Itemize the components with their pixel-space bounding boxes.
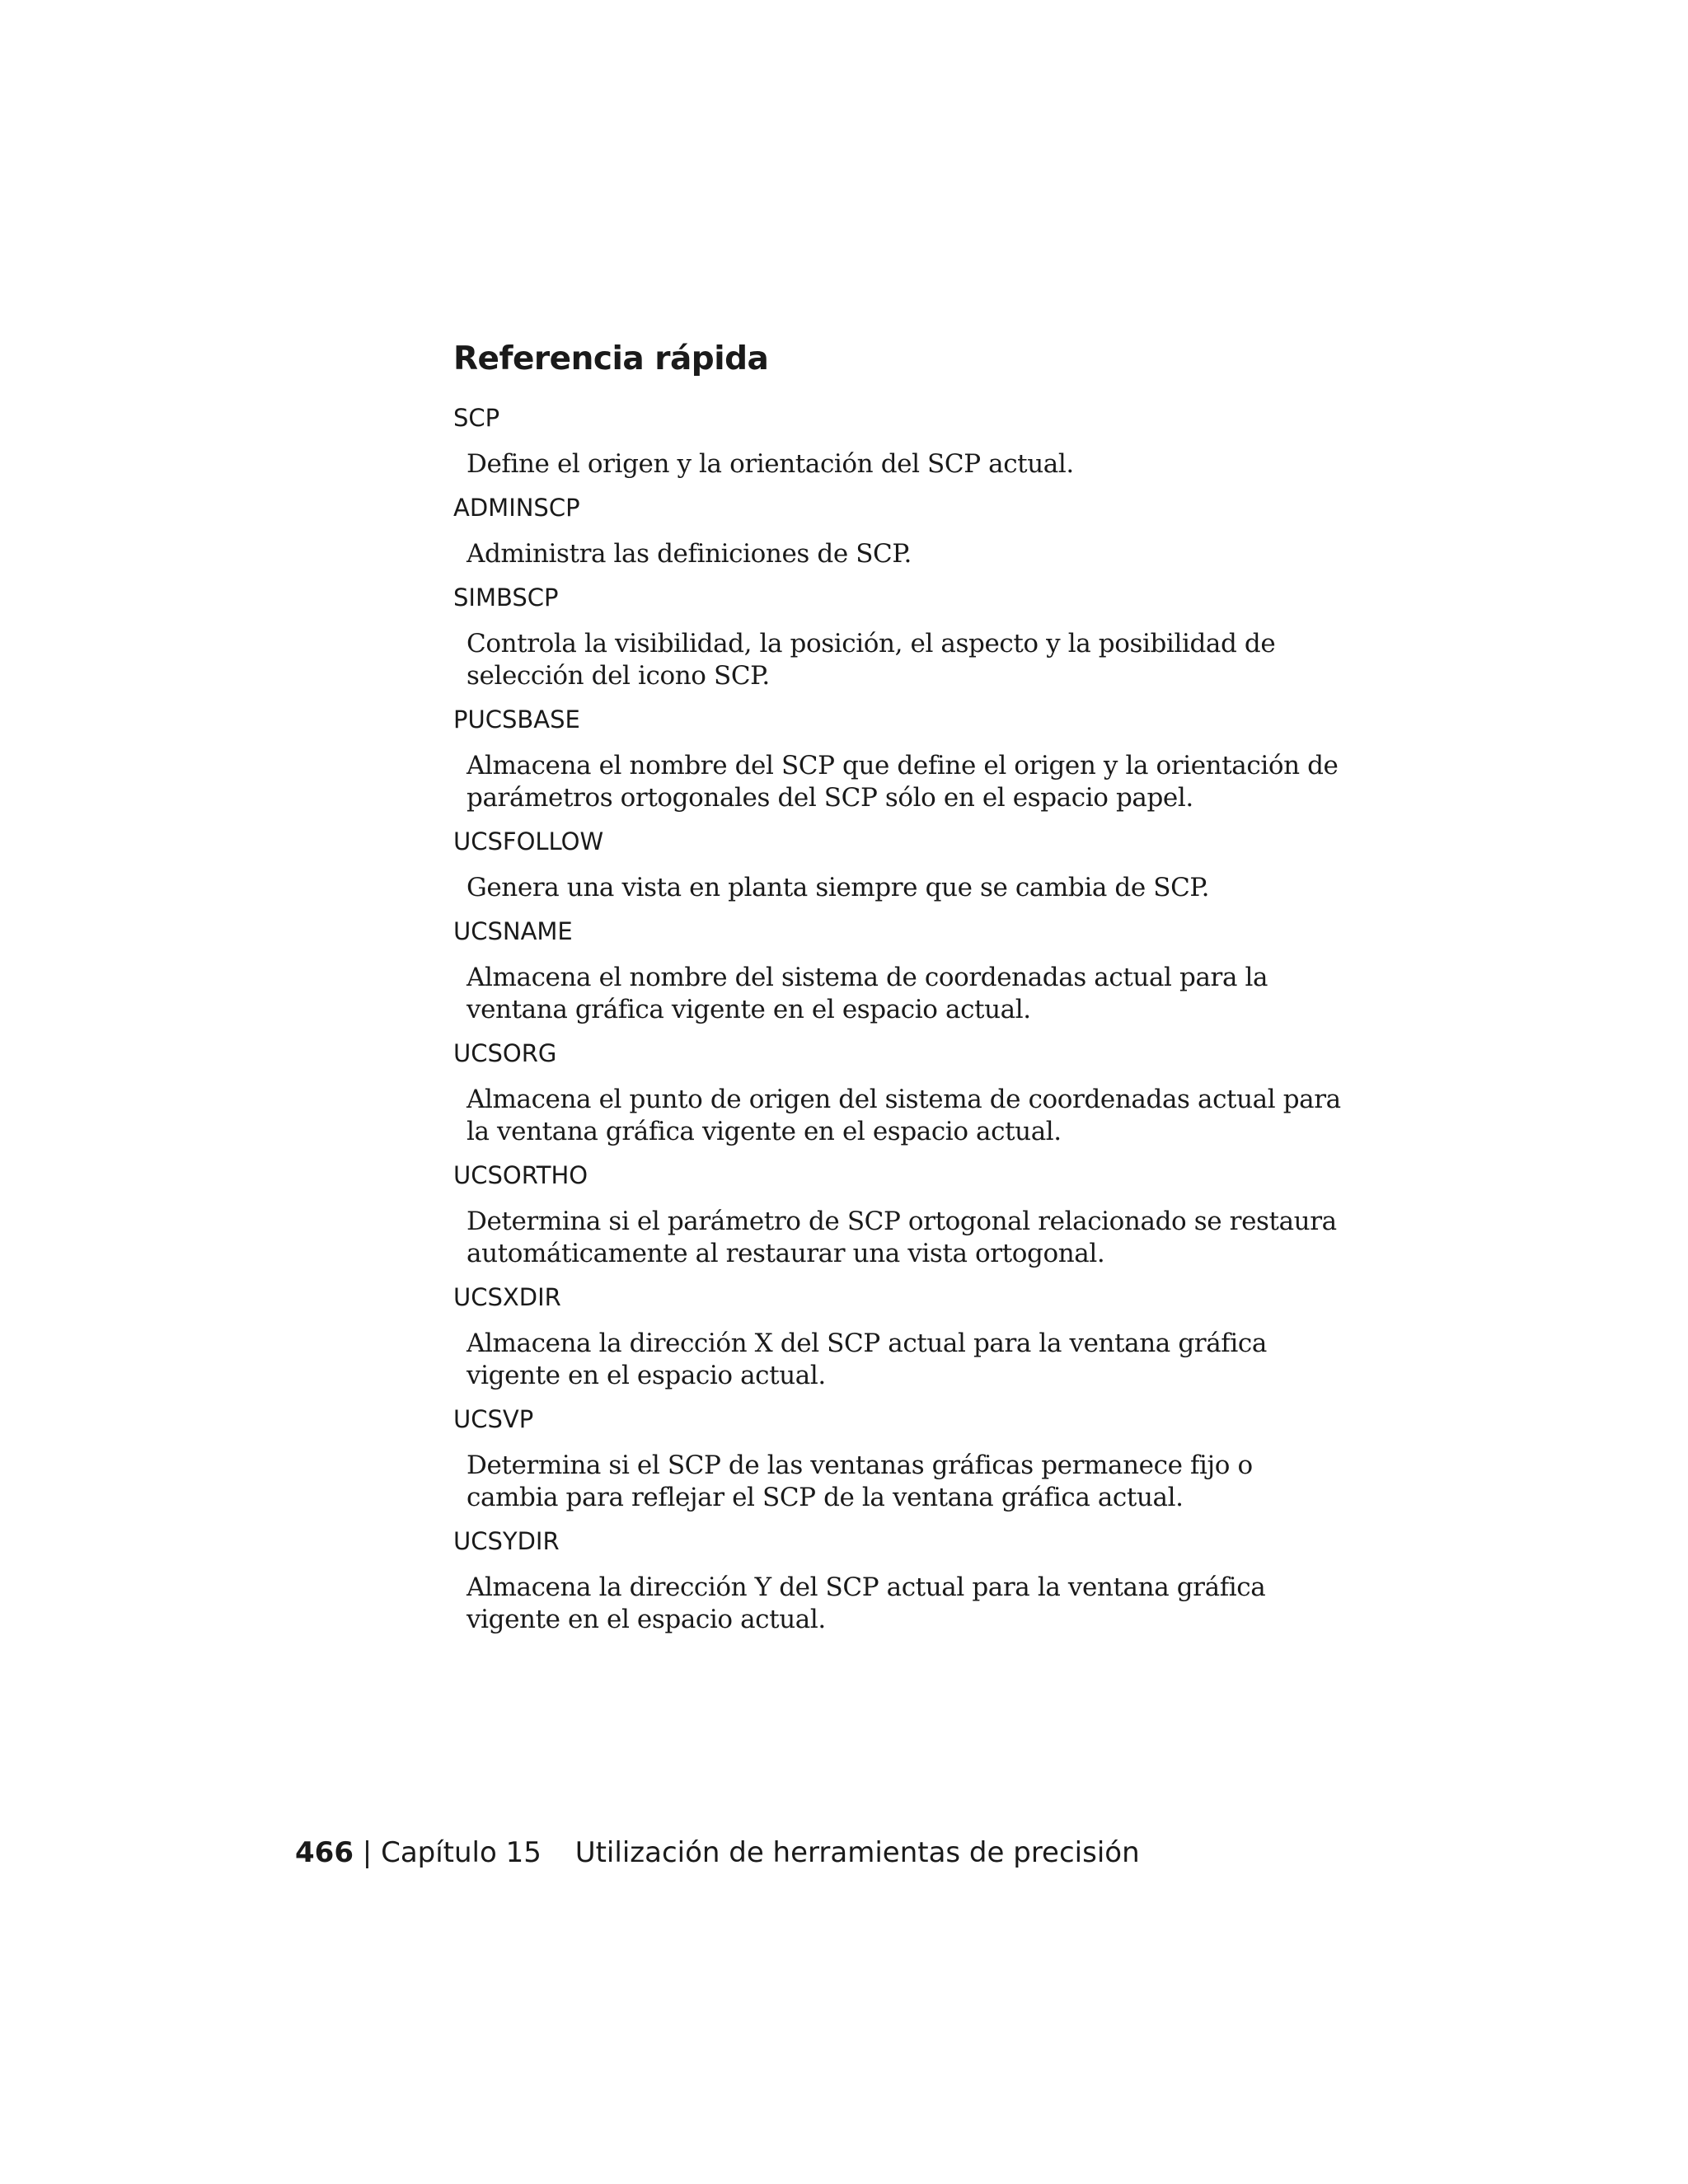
entry-description: Determina si el SCP de las ventanas gráficas permanece fijo o cambia para reflejar el SCP de la ventana gráfica actual.: [467, 1451, 1253, 1512]
entry-term: SIMBSCP: [453, 583, 559, 612]
entry-term: UCSYDIR: [453, 1527, 560, 1555]
reference-entry: [453, 402, 1352, 480]
reference-entry: [453, 704, 1352, 814]
entry-description: Almacena el nombre del sistema de coordenadas actual para la ventana gráfica vigente en el espacio actual.: [467, 963, 1268, 1024]
entry-term: UCSNAME: [453, 917, 573, 945]
reference-entry: [453, 1526, 1352, 1636]
entry-description: Almacena el punto de origen del sistema de coordenadas actual para la ventana gráfica vigente en el espacio actual.: [467, 1085, 1341, 1146]
entry-description: Almacena el nombre del SCP que define el origen y la orientación de parámetros ortogonales del SCP sólo en el espacio papel.: [467, 751, 1339, 813]
entry-term: SCP: [453, 404, 500, 432]
section-title: Referencia rápida: [453, 340, 769, 377]
entry-term: UCSFOLLOW: [453, 827, 604, 855]
entry-term: ADMINSCP: [453, 494, 580, 522]
page-content: [453, 338, 1352, 1647]
reference-entry: [453, 492, 1352, 570]
page-number: 466: [295, 1836, 354, 1869]
chapter-label: Capítulo 15: [381, 1836, 542, 1869]
entry-description: Define el origen y la orientación del SCP actual.: [467, 449, 1074, 479]
reference-entry: [453, 1404, 1352, 1514]
entry-description: Controla la visibilidad, la posición, el aspecto y la posibilidad de selección del icono SCP.: [467, 629, 1276, 691]
entry-description: Almacena la dirección X del SCP actual para la ventana gráfica vigente en el espacio actual.: [467, 1329, 1267, 1390]
entry-term: PUCSBASE: [453, 705, 580, 733]
entry-description: Genera una vista en planta siempre que se cambia de SCP.: [467, 873, 1210, 902]
entry-description: Almacena la dirección Y del SCP actual para la ventana gráfica vigente en el espacio actual.: [467, 1572, 1266, 1634]
reference-entry: [453, 826, 1352, 904]
entry-term: UCSORTHO: [453, 1161, 588, 1189]
entry-description: Administra las definiciones de SCP.: [467, 539, 912, 569]
reference-entry: [453, 916, 1352, 1026]
reference-entry: [453, 1282, 1352, 1392]
reference-entry: [453, 1038, 1352, 1148]
chapter-title: Utilización de herramientas de precisión: [574, 1836, 1140, 1869]
reference-entry: [453, 582, 1352, 692]
entry-description: Determina si el parámetro de SCP ortogonal relacionado se restaura automáticamente al restaurar una vista ortogonal.: [467, 1207, 1337, 1268]
entry-term: UCSVP: [453, 1405, 534, 1433]
page-footer: [295, 1835, 1140, 1871]
footer-separator: |: [362, 1836, 373, 1869]
reference-entry: [453, 1160, 1352, 1270]
entry-term: UCSXDIR: [453, 1283, 561, 1311]
entry-term: UCSORG: [453, 1039, 557, 1067]
